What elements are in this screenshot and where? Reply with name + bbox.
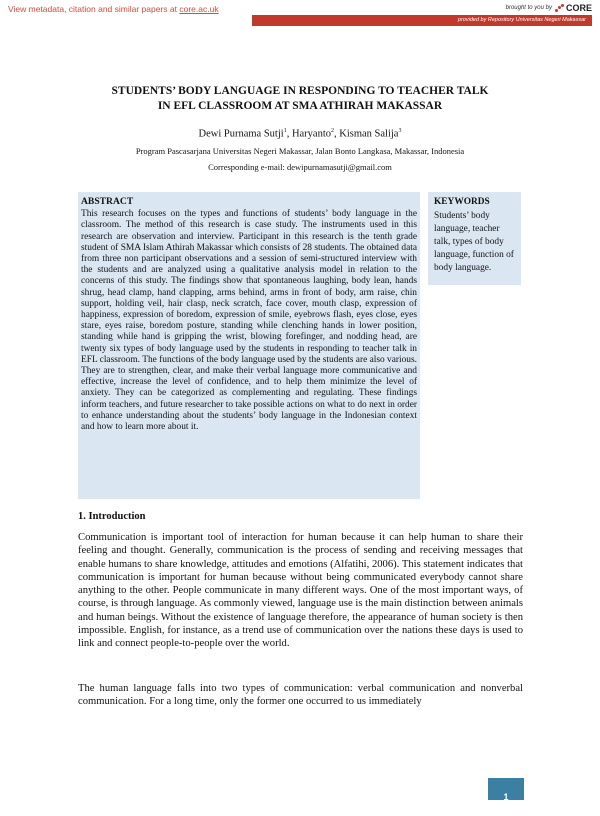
author-name: Kisman Salija	[339, 128, 399, 140]
core-link[interactable]: core.ac.uk	[179, 4, 219, 14]
body-paragraph: Communication is important tool of interaction for human because it can help human to share their feeling and thought. Generally, communication is the process of sending and receiving messages that enable humans to share knowledge, attitudes and emotions (Alfatihi, 2006). This statement indicates that communication is important for human because without being communicated everybody cannot share anything to the other. People communicate in many different ways. One of the most important ways, of course, is through language. As commonly viewed, language use is the main distinction between animals and human beings. Without the existence of language therefore, the appearance of human society is then impossible. English, for instance, as a trend use of communication over the nations these days is used to link and connect people-to-people over the world.	[78, 532, 523, 650]
author-name: Dewi Purnama Sutji	[198, 128, 284, 140]
author-name: Haryanto	[291, 128, 332, 140]
core-metadata-link-text: View metadata, citation and similar papers at core.ac.uk	[8, 4, 219, 14]
core-logo[interactable]: CORE	[555, 3, 592, 13]
brought-to-you-text: brought to you by	[505, 5, 552, 11]
page-number: 1	[488, 778, 524, 800]
core-brand	[506, 3, 592, 13]
section-heading-introduction: 1. Introduction	[78, 511, 146, 522]
core-banner	[0, 0, 600, 28]
provided-by-bar[interactable]: provided by Repository Universitas Negeri Makassar	[252, 15, 592, 26]
body-paragraph: The human language falls into two types of communication: verbal communication and nonverbal communication. For a long time, only the former one occurred to us immediately	[78, 683, 523, 708]
authors: Dewi Purnama Sutji$^1$, Haryanto$^2$, Kisman Salija$^3$	[198, 128, 402, 140]
abstract-box	[78, 192, 420, 499]
core-logo-icon	[555, 4, 564, 13]
affiliation: Program Pascasarjana Universitas Negeri Makassar, Jalan Bonto Langkasa, Makassar, Indonesia	[135, 146, 465, 156]
corresponding-email: Corresponding e-mail: dewipurnamasutji@gmail.com	[208, 162, 392, 172]
keywords-heading: KEYWORDS	[434, 197, 490, 207]
abstract-text: This research focuses on the types and functions of students’ body language in the classroom. The method of this research is case study. The instruments used in this research are observation and interview. Participant in this research is the tenth grade student of SMA Islam Athirah Makassar which consists of 28 students. The obtained data from three non participant observations and a session of semi-structured interview with the students and are analyzed using a qualitative analysis model in relation to the concerns of this study. The findings show that spontaneous laughing, body lean, hands shrug, head clamp, hand clapping, arms behind, arms in front of body, arm raise, chin support, holding veil, hair clasp, neck scratch, face cover, mouth clasp, expression of happiness, expression of boredom, expression of smile, eyebrows flash, eyes close, eyes stare, eyes raise, boredom posture, standing while clenching hands in lower position, standing while hand is gripping the wrist, blowing forefinger, and nodding head, are twenty six types of body language used by the students in responding to teacher talk in EFL classroom. The functions of the body language used by the students are also various. They are to strengthen, clear, and make their verbal language more communicative and effective, increase the level of confidence, and to help them minimize the level of anxiety. They can be categorized as complementing and regulating. These findings inform teachers, and future researcher to take possible actions on what to do next in order to enhance understanding about the students’ body language in the Indonesian context and how to learn more about it.	[81, 209, 417, 433]
keywords-box	[428, 192, 521, 285]
paper-title: STUDENTS’ BODY LANGUAGE IN RESPONDING TO TEACHER TALK IN EFL CLASSROOM AT SMA ATHIRAH MAKASSAR	[111, 85, 489, 112]
abstract-heading: ABSTRACT	[81, 196, 134, 207]
keywords-text: Students’ body language, teacher talk, types of body language, function of body language.	[434, 211, 514, 273]
